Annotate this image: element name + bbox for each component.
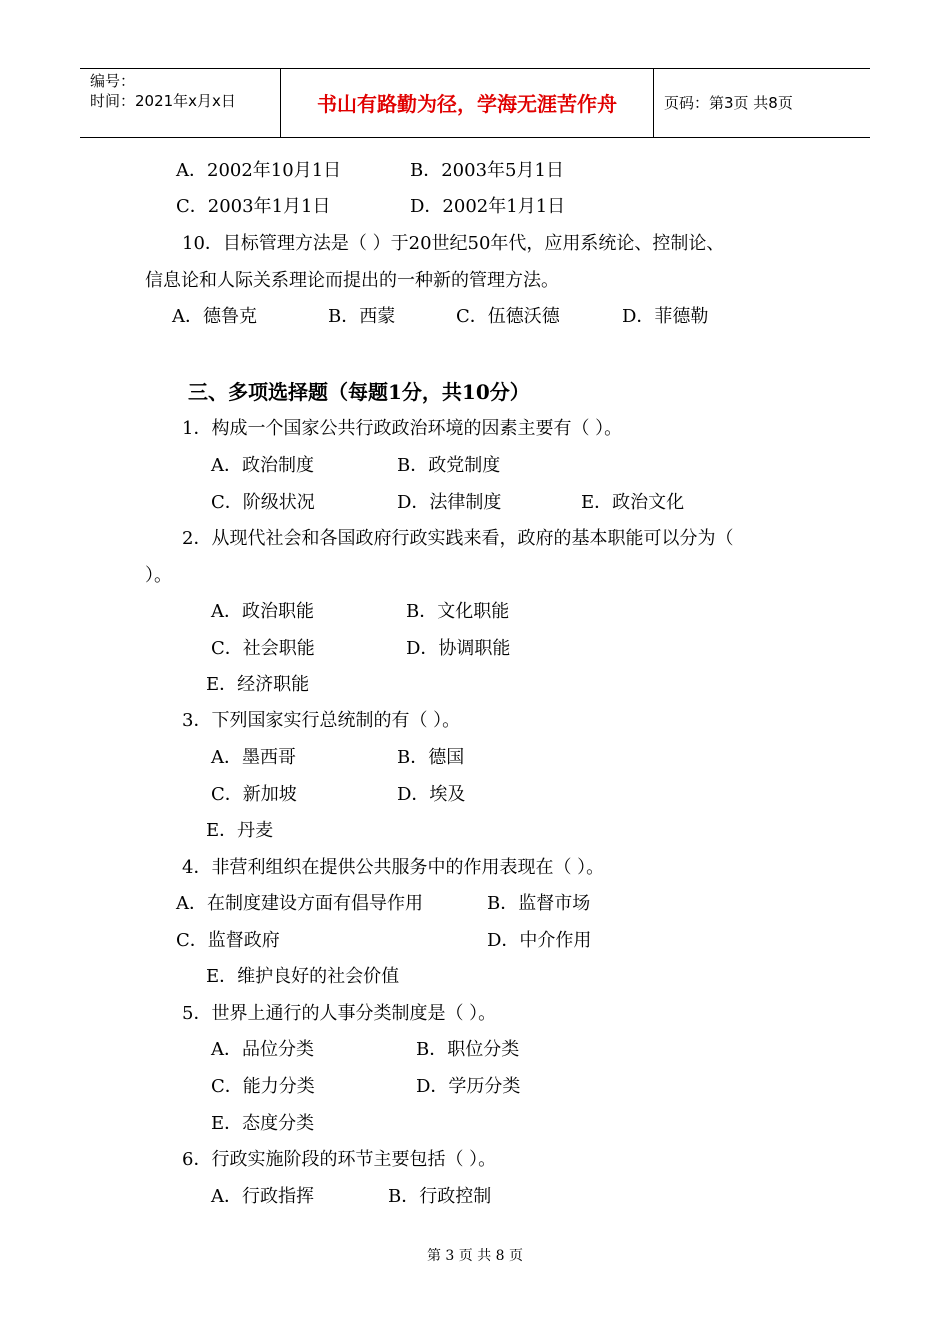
mq1-option-d: D．法律制度 [397,492,502,513]
mq6-option-a: A．行政指挥 [211,1186,314,1207]
mq2-option-b: B．文化职能 [406,601,510,622]
q9-option-b: B．2003年5月1日 [410,160,564,181]
motto: 书山有路勤为径，学海无涯苦作舟 [317,92,617,116]
mq2-stem-line2: ）。 [145,565,172,586]
mq6-stem: 6．行政实施阶段的环节主要包括（ ）。 [182,1149,497,1170]
mq5-option-e: E．态度分类 [211,1113,315,1134]
mq1-stem: 1．构成一个国家公共行政政治环境的因素主要有（ ）。 [182,418,623,439]
section-3-title: 三、多项选择题（每题1分，共10分） [188,380,530,404]
mq4-option-b: B．监督市场 [487,893,591,914]
q9-option-a: A．2002年10月1日 [176,160,342,181]
mq3-option-a: A．墨西哥 [211,747,296,768]
q10-stem-line2: 信息论和人际关系理论而提出的一种新的管理方法。 [145,270,559,291]
mq5-option-b: B．职位分类 [416,1039,520,1060]
header-page-cell [654,69,870,137]
mq3-option-b: B．德国 [397,747,465,768]
mq4-stem: 4．非营利组织在提供公共服务中的作用表现在（ ）。 [182,857,605,878]
page-footer: 第 3 页 共 8 页 [426,1248,524,1264]
mq3-option-c: C．新加坡 [211,784,297,805]
mq4-option-d: D．中介作用 [487,930,592,951]
serial-label: 编号： [90,72,136,90]
mq3-stem: 3．下列国家实行总统制的有（ ）。 [182,710,461,731]
q10-stem-line1: 10．目标管理方法是（ ）于20世纪50年代，应用系统论、控制论、 [182,233,725,254]
q9-option-c: C．2003年1月1日 [176,196,331,217]
header-motto-cell [281,69,654,137]
mq5-stem: 5．世界上通行的人事分类制度是（ ）。 [182,1003,497,1024]
q9-option-d: D．2002年1月1日 [410,196,566,217]
mq4-option-a: A．在制度建设方面有倡导作用 [176,893,423,914]
q10-option-d: D．菲德勒 [622,306,709,327]
mq6-option-b: B．行政控制 [388,1186,492,1207]
page-info: 页码：第3页 共8页 [664,94,793,112]
mq5-option-c: C．能力分类 [211,1076,315,1097]
mq1-option-b: B．政党制度 [397,455,501,476]
mq2-option-c: C．社会职能 [211,638,315,659]
mq2-option-e: E．经济职能 [206,674,310,695]
mq1-option-a: A．政治制度 [211,455,314,476]
date-label: 时间：2021年x月x日 [90,92,236,110]
mq4-option-c: C．监督政府 [176,930,280,951]
mq2-option-a: A．政治职能 [211,601,314,622]
mq4-option-e: E．维护良好的社会价值 [206,966,400,987]
q10-option-c: C．伍德沃德 [456,306,560,327]
mq2-option-d: D．协调职能 [406,638,511,659]
mq3-option-e: E．丹麦 [206,820,274,841]
header-meta-cell [80,69,281,137]
q10-option-a: A．德鲁克 [172,306,257,327]
page-header [80,68,870,138]
q10-option-b: B．西蒙 [328,306,396,327]
mq1-option-c: C．阶级状况 [211,492,315,513]
mq5-option-a: A．品位分类 [211,1039,314,1060]
mq3-option-d: D．埃及 [397,784,466,805]
mq2-stem-line1: 2．从现代社会和各国政府行政实践来看，政府的基本职能可以分为（ [182,528,734,549]
mq1-option-e: E．政治文化 [581,492,685,513]
mq5-option-d: D．学历分类 [416,1076,521,1097]
